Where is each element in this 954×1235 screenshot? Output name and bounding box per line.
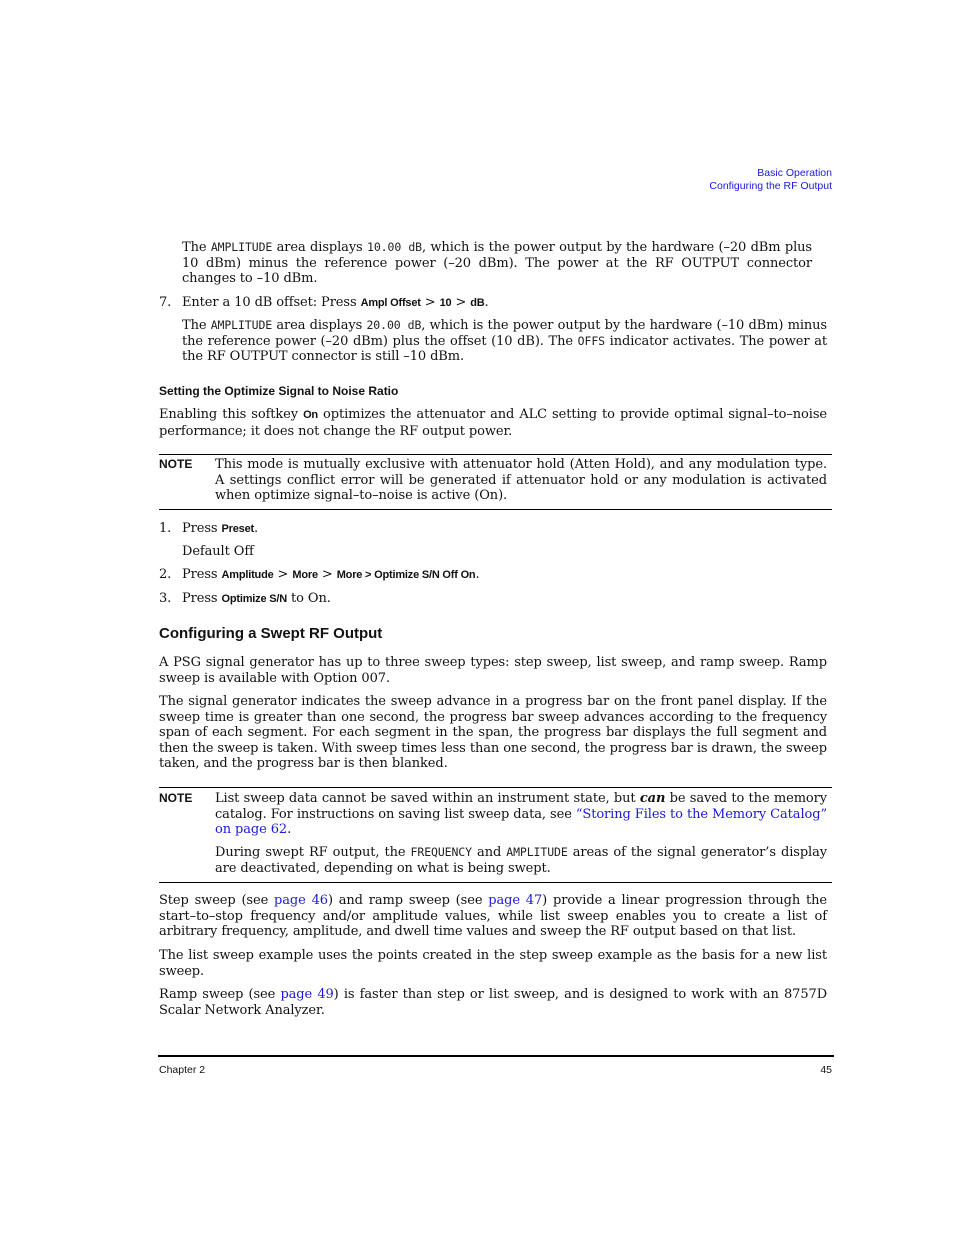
softkey-10: 10 [439, 297, 452, 309]
text: indicator activates. The power at the RF OUTPUT connector is still –10 dBm. [182, 333, 827, 365]
note-label: NOTE [159, 457, 193, 471]
sweep-paragraph-2: The signal generator indicates the sweep advance in a progress bar on the front panel display. If the sweep time is greater than one second, the progress bar sweep advances according to the frequency span of each segment. For each segment in the span, the progress bar displays the full segment and then the sweep is taken. With sweep times less than one second, the progress bar is drawn, the sweep taken, and the progress bar is then blanked. [159, 694, 827, 772]
softkey-optimize-sn: Optimize S/N [221, 593, 287, 605]
amplitude-paragraph-2 [182, 318, 827, 365]
note-text [215, 791, 827, 838]
display-text-amplitude: AMPLITUDE [210, 240, 273, 254]
display-text-amplitude: AMPLITUDE [506, 845, 568, 859]
text: , which is the power output by the hardware (–10 dBm) minus the reference power (–20 dBm) plus the offset (10 dB). The [182, 318, 827, 349]
text: Press [182, 591, 222, 606]
softkey-amplitude: Amplitude [221, 569, 274, 581]
text: Enter a 10 dB offset: Press [182, 295, 361, 310]
text: Press [182, 521, 222, 536]
step-1 [182, 521, 258, 538]
text: area displays [272, 240, 368, 255]
step-number: 2. [159, 567, 172, 582]
separator: > [317, 567, 337, 582]
display-text-amplitude: AMPLITUDE [210, 318, 273, 332]
header-section[interactable]: Basic Operation [757, 167, 832, 179]
softkey-preset: Preset [221, 523, 254, 535]
separator: > [451, 295, 471, 310]
header-subsection[interactable]: Configuring the RF Output [709, 179, 832, 192]
softkey-more: More [292, 569, 318, 581]
display-text-value: 20.00 dB [366, 318, 422, 332]
section-heading-swept-rf: Configuring a Swept RF Output [159, 625, 383, 642]
note-top-rule [159, 454, 832, 455]
note-bottom-rule [159, 509, 832, 510]
sweep-paragraph-3 [159, 893, 827, 940]
note-top-rule [159, 787, 832, 788]
optimize-paragraph [159, 407, 827, 439]
note-text-2 [215, 845, 827, 876]
step-2 [182, 567, 480, 584]
footer-rule [158, 1055, 834, 1057]
note-bottom-rule [159, 882, 832, 883]
text: . [484, 295, 489, 310]
text: . [287, 822, 292, 838]
amplitude-paragraph-1 [182, 240, 812, 287]
text: ) and ramp sweep (see [327, 893, 489, 908]
text: The [182, 318, 211, 333]
sweep-paragraph-5 [159, 987, 827, 1018]
step-number: 1. [159, 521, 172, 536]
text: , which is the power output by the hardware (–20 dBm plus 10 dBm) minus the reference power (–20 dBm). The power at the RF OUTPUT connector changes to –10 dBm. [182, 240, 812, 287]
step-number: 3. [159, 591, 172, 606]
text: ) provide a linear progression through the start–to–stop frequency and/or amplitude values, while list sweep enables you to create a list of arbitrary frequency, amplitude, and dwell time values and sweep the RF output based on that list. [159, 893, 828, 940]
step-3 [182, 591, 331, 608]
text: . [475, 567, 480, 582]
step-number: 7. [159, 295, 172, 310]
link-page-47[interactable]: page 47 [488, 893, 543, 908]
text: area displays [272, 318, 367, 333]
text: to On. [286, 591, 331, 606]
separator: > [273, 567, 293, 582]
separator: > [420, 295, 440, 310]
text: . [253, 521, 259, 536]
step-7 [182, 295, 827, 312]
note-label: NOTE [159, 791, 193, 805]
text: During swept RF output, the [215, 845, 411, 860]
display-text-value: 10.00 dB [367, 240, 422, 254]
step-1-result: Default Off [182, 544, 254, 559]
softkey-ampl-offset: Ampl Offset [360, 297, 421, 309]
section-heading-optimize: Setting the Optimize Signal to Noise Ratio [159, 384, 399, 398]
link-page-49[interactable]: page 49 [280, 987, 334, 1002]
softkey-optimize-sn-off-on: More > Optimize S/N Off On [336, 569, 476, 581]
running-header [709, 167, 832, 192]
text: Ramp sweep (see [159, 987, 281, 1002]
emphasis: can [639, 791, 666, 806]
note-text: This mode is mutually exclusive with attenuator hold (Atten Hold), and any modulation type. A settings conflict error will be generated if attenuator hold or any modulation is activated when optimize signal–to–noise is active (On). [215, 457, 827, 504]
sweep-paragraph-1: A PSG signal generator has up to three sweep types: step sweep, list sweep, and ramp sweep. Ramp sweep is available with Option 007. [159, 655, 827, 686]
link-page-46[interactable]: page 46 [274, 893, 328, 908]
softkey-db: dB [470, 297, 485, 309]
text: Step sweep (see [159, 893, 275, 908]
footer-page-number: 45 [820, 1064, 832, 1076]
display-text-frequency: FREQUENCY [410, 845, 472, 859]
softkey-on: On [303, 409, 318, 421]
display-text-offs: OFFS [577, 333, 605, 348]
text: List sweep data cannot be saved within an instrument state, but [215, 791, 640, 806]
text: Press [182, 567, 222, 582]
text: optimizes the attenuator and ALC setting to provide optimal signal–to–noise performance; it does not change the RF output power. [159, 407, 827, 439]
link-storing-files[interactable]: “Storing Files to the Memory Catalog” on page 62 [215, 806, 828, 838]
text: be saved to the memory catalog. For instructions on saving list sweep data, see [215, 791, 828, 822]
sweep-paragraph-4: The list sweep example uses the points created in the step sweep example as the basis for a new list sweep. [159, 948, 827, 979]
text: and [471, 845, 507, 860]
text: ) is faster than step or list sweep, and is designed to work with an 8757D Scalar Network Analyzer. [159, 987, 828, 1018]
text: areas of the signal generator’s display are deactivated, depending on what is being swept. [215, 845, 827, 876]
text: Enabling this softkey [159, 407, 304, 422]
footer-chapter: Chapter 2 [159, 1064, 206, 1076]
text: The [182, 240, 211, 255]
